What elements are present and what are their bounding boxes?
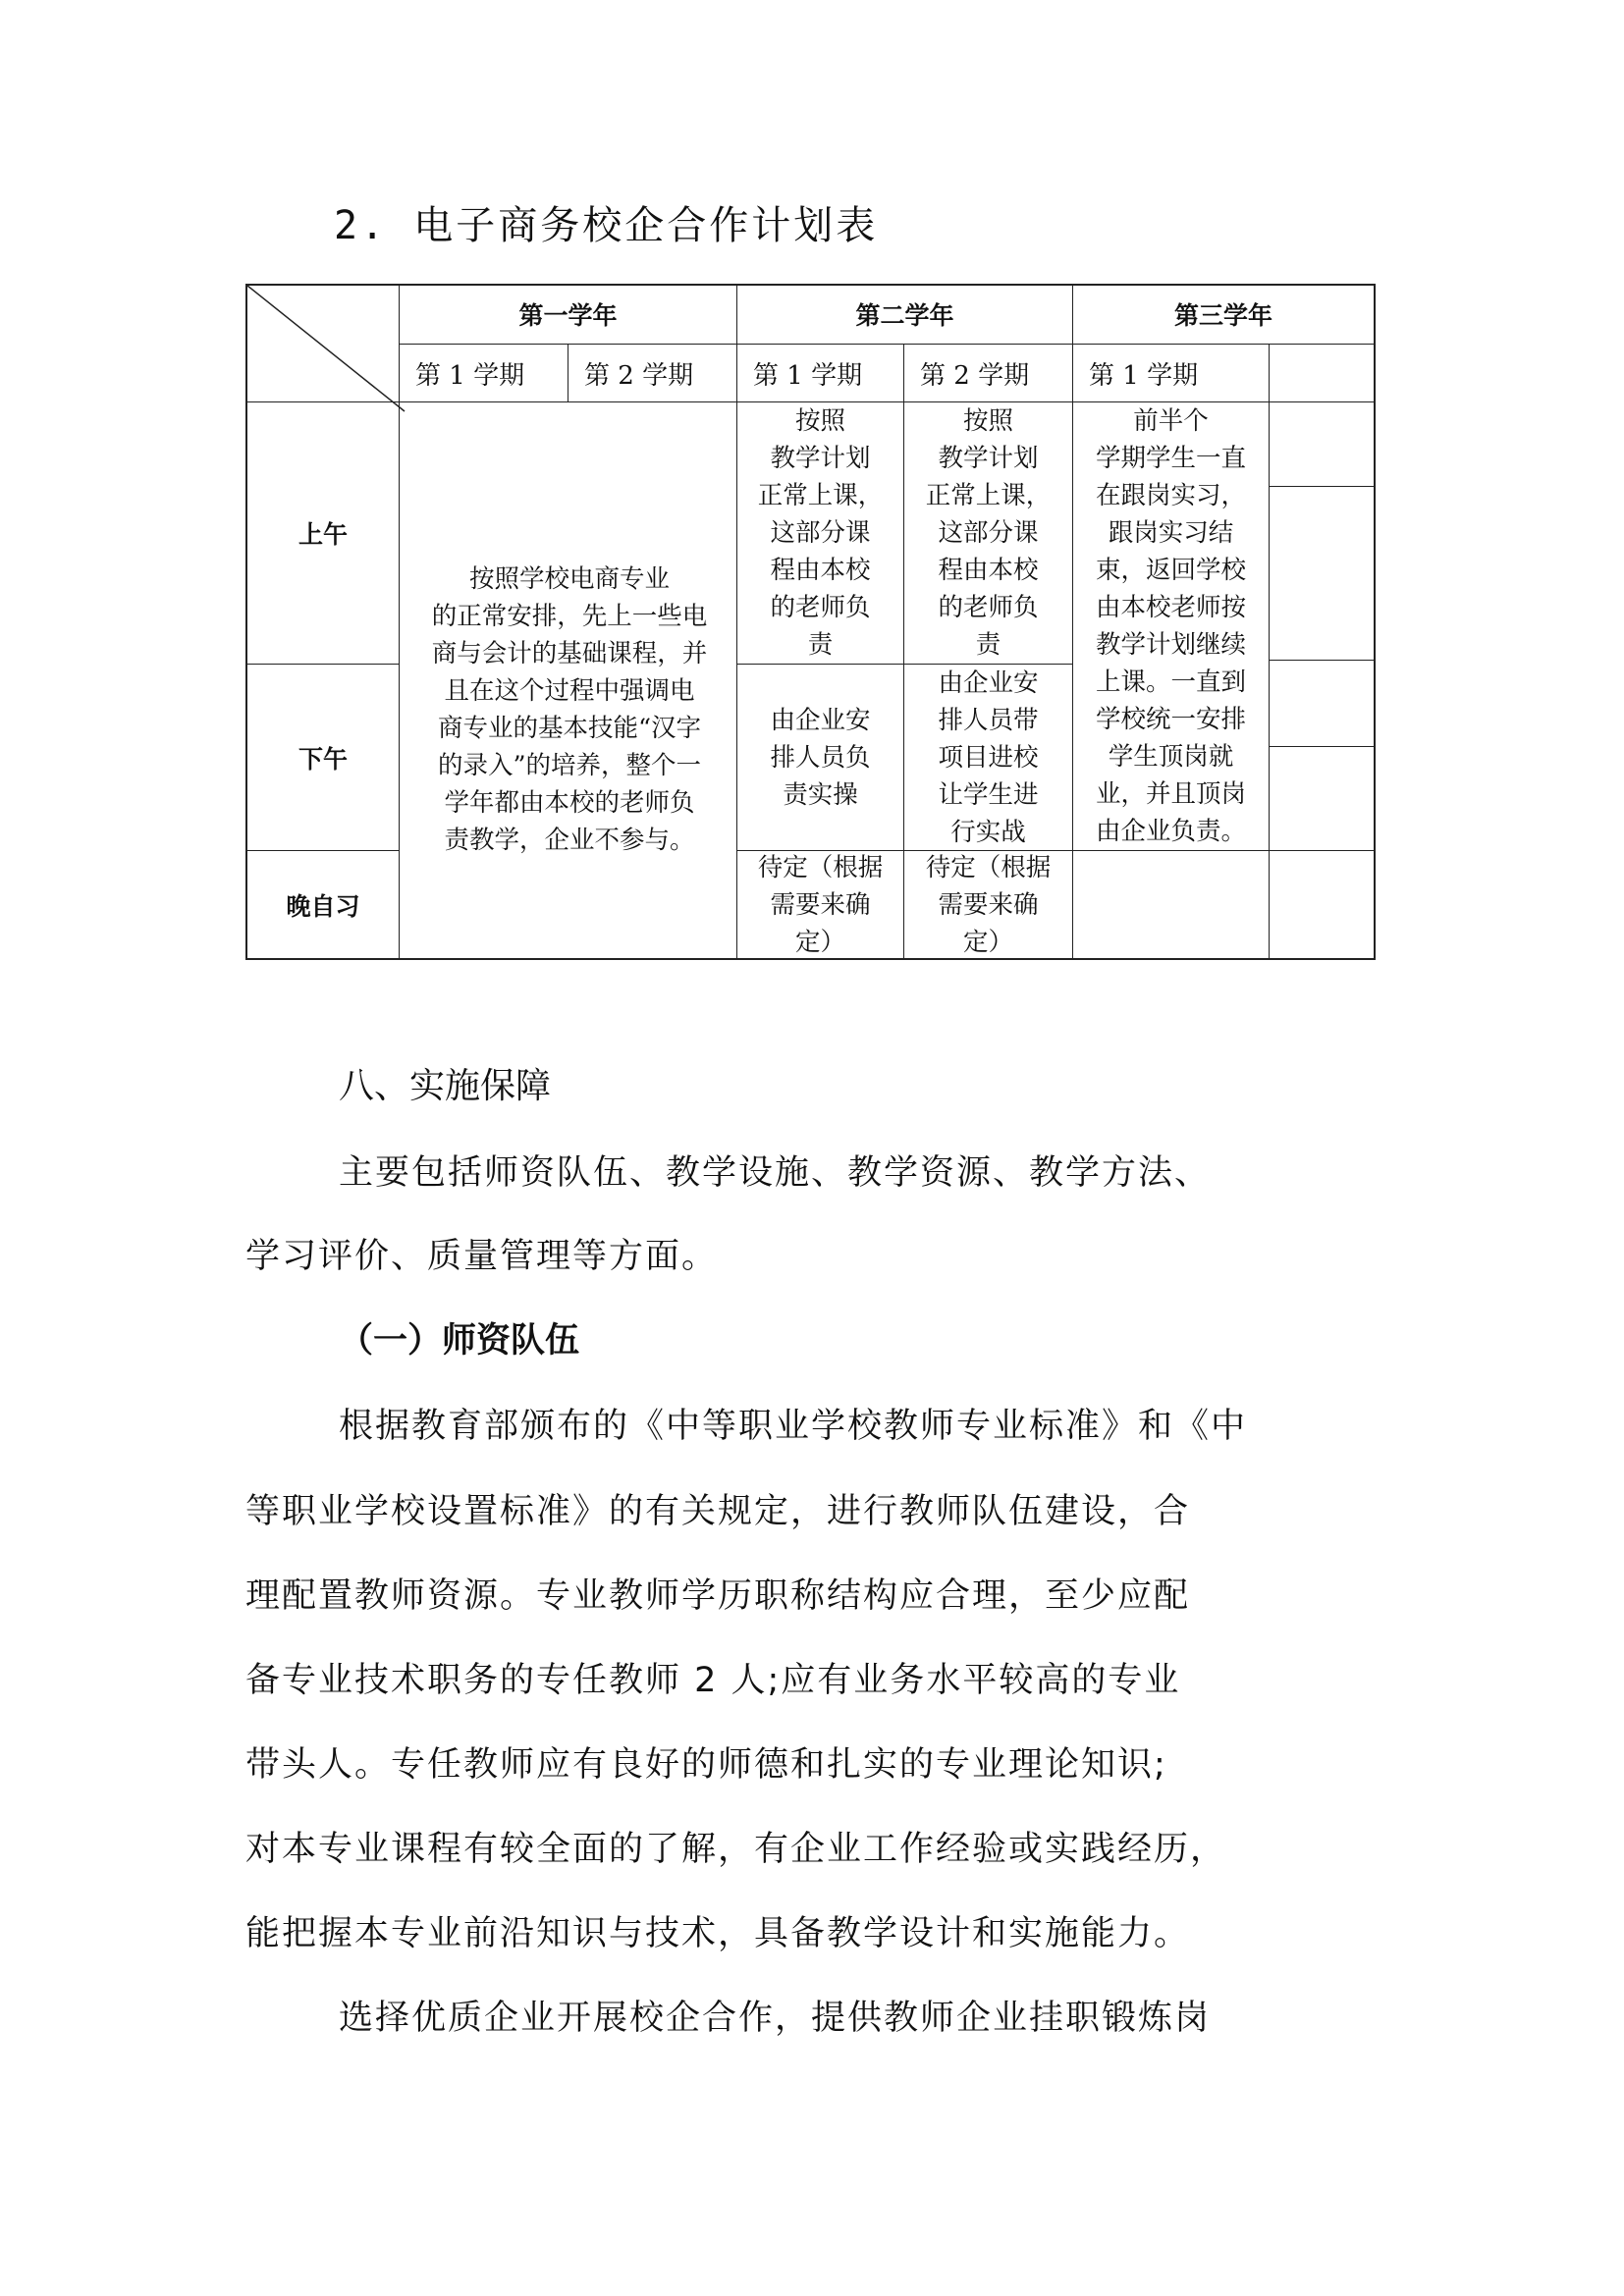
semester-header: 第 1 学期	[1089, 360, 1199, 391]
year-header: 第二学年	[855, 301, 954, 330]
corner-diagonal	[245, 284, 412, 416]
y2s1-evening-cell: 待定（根据 需要来确 定）	[757, 852, 884, 957]
year-header: 第三学年	[1173, 301, 1272, 330]
table-border-right	[1374, 284, 1376, 960]
year1-plan-cell: 按照学校电商专业 的正常安排，先上一些电 商与会计的基础课程，并 且在这个过程中强调电 商专业的基本技能“汉字 的录入”的培养，整个一 学年都由本校的老师负 责教学，企业不参与。	[431, 564, 708, 855]
row-label-morning: 上午	[298, 520, 348, 549]
paragraph-line: 根据教育部颁布的《中等职业学校教师专业标准》和《中	[339, 1407, 1248, 1446]
y2s1-morning-cell: 按照 教学计划 正常上课， 这部分课 程由本校 的老师负 责	[757, 406, 884, 660]
row-label-evening: 晚自习	[286, 891, 360, 921]
semester-header: 第 1 学期	[415, 360, 525, 391]
section-heading: 八、实施保障	[339, 1066, 552, 1106]
divider	[1269, 746, 1375, 747]
paragraph-line: 能把握本专业前沿知识与技术，具备教学设计和实施能力。	[245, 1914, 1191, 1953]
paragraph-line: 选择优质企业开展校企合作，提供教师企业挂职锻炼岗	[339, 1999, 1212, 2038]
table-title: 2. 电子商务校企合作计划表	[334, 203, 879, 248]
paragraph-line: 带头人。专任教师应有良好的师德和扎实的专业理论知识;	[245, 1745, 1167, 1785]
y2s1-afternoon-cell: 由企业安 排人员负 责实操	[770, 705, 871, 810]
year3-plan-cell: 前半个 学期学生一直 在跟岗实习， 跟岗实习结 束，返回学校 由本校老师按 教学计划继续 上课。一直到 学校统一安排 学生顶岗就 业，并且顶岗 由企业负责。	[1095, 406, 1246, 846]
divider	[1269, 344, 1270, 960]
paragraph-line: 备专业技术职务的专任教师 2 人;应有业务水平较高的专业	[245, 1661, 1181, 1700]
divider	[1269, 660, 1375, 661]
semester-header: 第 1 学期	[753, 360, 863, 391]
paragraph-line: 等职业学校设置标准》的有关规定，进行教师队伍建设，合	[245, 1492, 1191, 1531]
row-label-afternoon: 下午	[298, 744, 348, 774]
divider	[1269, 486, 1375, 487]
year-header: 第一学年	[518, 301, 618, 330]
subsection-heading: （一）师资队伍	[339, 1321, 580, 1361]
semester-header: 第 2 学期	[584, 360, 694, 391]
y2s2-afternoon-cell: 由企业安 排人员带 项目进校 让学生进 行实战	[938, 667, 1039, 847]
intro-line: 学习评价、质量管理等方面。	[245, 1237, 719, 1276]
semester-header: 第 2 学期	[920, 360, 1030, 391]
paragraph-line: 理配置教师资源。专业教师学历职称结构应合理，至少应配	[245, 1576, 1191, 1616]
paragraph-line: 对本专业课程有较全面的了解，有企业工作经验或实践经历，	[245, 1830, 1227, 1869]
intro-line: 主要包括师资队伍、教学设施、教学资源、教学方法、	[339, 1153, 1212, 1193]
y2s2-morning-cell: 按照 教学计划 正常上课， 这部分课 程由本校 的老师负 责	[925, 406, 1052, 660]
y2s2-evening-cell: 待定（根据 需要来确 定）	[925, 852, 1052, 957]
